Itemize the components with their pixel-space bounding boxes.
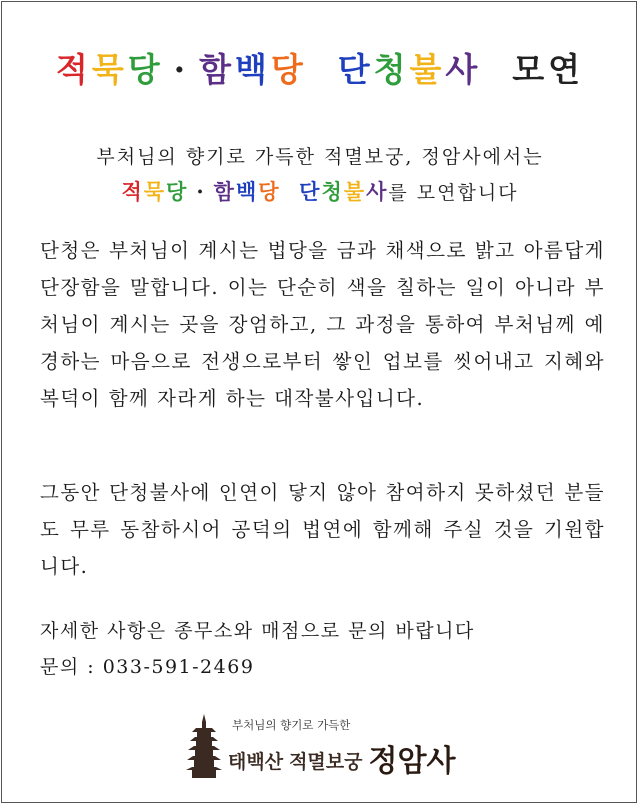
title-char: 불 xyxy=(409,50,446,89)
body-paragraph-dancheong: 단청은 부처님이 계시는 법당을 금과 채색으로 밝고 아름답게 단장함을 말합니다. 이는 단순히 색을 칠하는 일이 아니라 부처님이 계시는 곳을 장엄하고, 그 과정을 통하여 부처님께 예경하는 마음으로 전생으로부터 쌓인 업보를 씻어내고 지혜와 복덕이 함께 자라게 하는 대작불사입니다. xyxy=(40,239,605,410)
title-char: 사 xyxy=(445,50,482,89)
logo-temple: 정암사 xyxy=(368,744,456,779)
intro-char: 당 xyxy=(166,179,189,204)
title-char: 단 xyxy=(337,50,374,89)
intro-char: 청 xyxy=(321,179,344,204)
intro-char: 백 xyxy=(235,179,259,204)
intro-char: 묵 xyxy=(143,179,167,204)
title-char: 청 xyxy=(373,50,410,89)
logo-mountain: 태백산 xyxy=(228,751,284,773)
intro-char: 당 xyxy=(258,179,281,204)
intro-char: 불 xyxy=(343,179,367,204)
intro-char: 함 xyxy=(213,179,236,204)
title-char: 백 xyxy=(234,50,271,89)
title-suffix: 모연 xyxy=(512,50,585,89)
intro-char: 단 xyxy=(299,179,322,204)
intro-separator: · xyxy=(196,179,206,204)
intro-line-2 xyxy=(0,176,640,206)
title-separator: · xyxy=(173,50,190,89)
title-char: 묵 xyxy=(91,50,128,89)
notice-title xyxy=(0,44,640,91)
logo-name xyxy=(228,736,455,780)
pagoda-icon xyxy=(184,712,224,782)
contact-phone: 문의 : 033-591-2469 xyxy=(40,656,255,678)
body-paragraph-invitation: 그동안 단청불사에 인연이 닿지 않아 참여하지 못하셨던 분들도 무루 동참하시어 공덕의 법연에 함께해 주실 것을 기원합니다. xyxy=(40,481,605,578)
logo-tagline: 부처님의 향기로 가득한 xyxy=(232,718,351,732)
title-char: 적 xyxy=(55,50,92,89)
intro-line-1: 부처님의 향기로 가득한 적멸보궁, 정암사에서는 xyxy=(96,146,544,168)
title-char: 당 xyxy=(270,50,307,89)
logo-shrine: 적멸보궁 xyxy=(289,751,363,773)
intro-char: 적 xyxy=(121,179,144,204)
intro-tail: 를 모연합니다 xyxy=(388,182,519,204)
intro-char: 사 xyxy=(366,179,389,204)
title-char: 당 xyxy=(127,50,164,89)
title-char: 함 xyxy=(199,50,235,89)
temple-logo xyxy=(184,712,484,784)
contact-info: 자세한 사항은 종무소와 매점으로 문의 바랍니다 xyxy=(40,620,475,642)
